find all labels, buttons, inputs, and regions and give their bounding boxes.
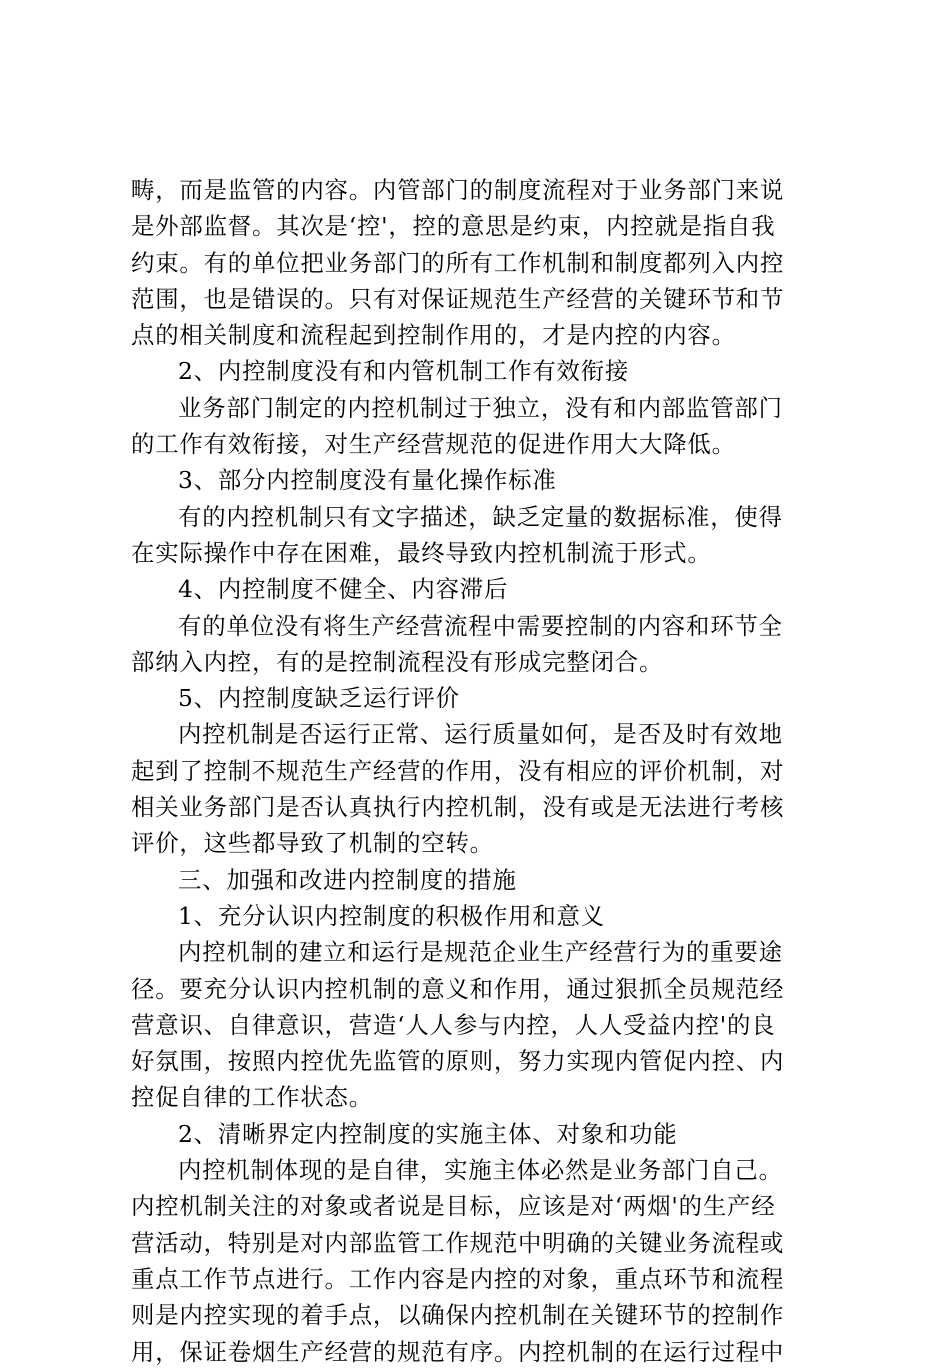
text-line: 有的内控机制只有文字描述，缺乏定量的数据标准，使得 xyxy=(178,502,783,531)
text-line: 三、加强和改进内控制度的措施 xyxy=(178,865,517,894)
text-line: 则是内控实现的着手点，以确保内控机制在关键环节的控制作 xyxy=(131,1301,785,1330)
text-line: 内控机制是否运行正常、运行质量如何，是否及时有效地 xyxy=(178,720,783,749)
text-line: 相关业务部门是否认真执行内控机制，没有或是无法进行考核 xyxy=(131,793,785,822)
text-line: 重点工作节点进行。工作内容是内控的对象，重点环节和流程 xyxy=(131,1264,785,1293)
text-line: 营意识、自律意识，营造‘人人参与内控，人人受益内控'的良 xyxy=(131,1010,776,1039)
text-line: 内控机制的建立和运行是规范企业生产经营行为的重要途 xyxy=(178,938,783,967)
text-line: 畴，而是监管的内容。内管部门的制度流程对于业务部门来说 xyxy=(131,176,785,204)
text-line: 约束。有的单位把业务部门的所有工作机制和制度都列入内控 xyxy=(131,248,785,277)
text-line: 5、内控制度缺乏运行评价 xyxy=(178,684,460,713)
text-line: 内控机制体现的是自律，实施主体必然是业务部门自己。 xyxy=(178,1156,783,1185)
text-line: 好氛围，按照内控优先监管的原则，努力实现内管促内控、内 xyxy=(131,1047,785,1076)
text-line: 4、内控制度不健全、内容滞后 xyxy=(178,575,509,604)
text-line: 控促自律的工作状态。 xyxy=(131,1083,373,1112)
text-line: 部纳入内控，有的是控制流程没有形成完整闭合。 xyxy=(131,647,664,676)
text-line: 有的单位没有将生产经营流程中需要控制的内容和环节全 xyxy=(178,611,783,640)
text-line: 起到了控制不规范生产经营的作用，没有相应的评价机制，对 xyxy=(131,756,785,785)
text-line: 1、充分认识内控制度的积极作用和意义 xyxy=(178,901,605,930)
text-line: 2、清晰界定内控制度的实施主体、对象和功能 xyxy=(178,1119,678,1148)
text-line: 在实际操作中存在困难，最终导致内控机制流于形式。 xyxy=(131,538,712,567)
document-body xyxy=(131,172,841,1370)
text-line: 评价，这些都导致了机制的空转。 xyxy=(131,829,494,858)
text-line: 业务部门制定的内控机制过于独立，没有和内部监管部门 xyxy=(178,393,783,422)
text-line: 径。要充分认识内控机制的意义和作用，通过狠抓全员规范经 xyxy=(131,974,785,1003)
text-line: 范围，也是错误的。只有对保证规范生产经营的关键环节和节 xyxy=(131,284,785,313)
text-line: 3、部分内控制度没有量化操作标准 xyxy=(178,466,557,495)
text-line: 点的相关制度和流程起到控制作用的，才是内控的内容。 xyxy=(131,321,736,350)
text-line: 2、内控制度没有和内管机制工作有效衔接 xyxy=(178,357,630,386)
text-line: 内控机制关注的对象或者说是目标，应该是对‘两烟'的生产经 xyxy=(131,1192,776,1221)
text-line: 是外部监督。其次是‘控'，控的意思是约束，内控就是指自我 xyxy=(131,212,776,241)
text-line: 的工作有效衔接，对生产经营规范的促进作用大大降低。 xyxy=(131,430,736,459)
text-line: 用，保证卷烟生产经营的规范有序。内控机制的在运行过程中 xyxy=(131,1337,785,1366)
text-line: 营活动，特别是对内部监管工作规范中明确的关键业务流程或 xyxy=(131,1228,785,1257)
